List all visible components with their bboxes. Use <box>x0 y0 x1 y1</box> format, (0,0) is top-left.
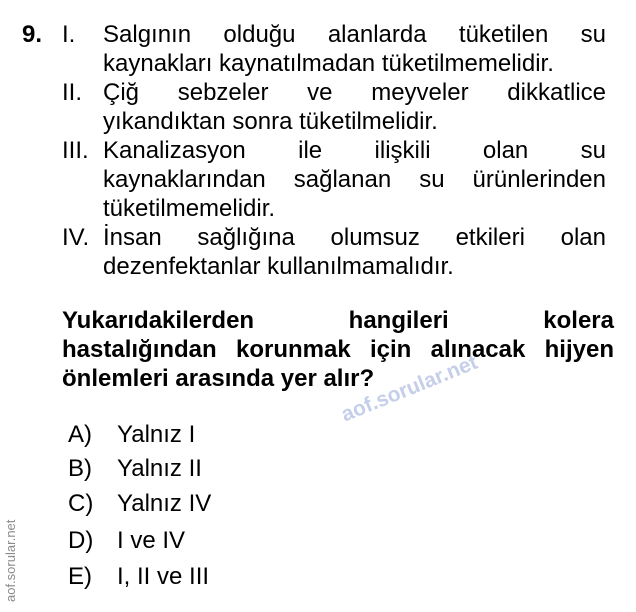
statement-4 <box>62 223 606 281</box>
statement-2 <box>62 78 606 136</box>
statement-2-roman: II. <box>62 79 83 106</box>
stem-line-3: önlemleri arasında yer alır? <box>62 365 375 392</box>
statement-1-line-2: kaynakları kaynatılmadan tüketilmemelidir. <box>103 50 554 77</box>
option-d-letter: D) <box>68 527 94 554</box>
statement-1-line-1: Salgının olduğu alanlarda tüketilen su <box>103 21 606 48</box>
statement-1 <box>62 20 606 78</box>
option-a[interactable] <box>68 420 195 449</box>
option-d[interactable] <box>68 526 185 555</box>
statement-1-roman: I. <box>62 21 76 48</box>
statement-3-line-3: tüketilmemelidir. <box>103 195 276 222</box>
stem-line-2: hastalığından korunmak için alınacak hijyen <box>62 336 614 363</box>
option-c-letter: C) <box>68 490 94 517</box>
question-number: 9. <box>22 21 43 48</box>
option-e-text: I, II ve III <box>117 563 210 590</box>
option-b[interactable] <box>68 454 202 483</box>
question-stem <box>62 306 614 393</box>
option-a-text: Yalnız I <box>117 421 196 448</box>
statement-2-line-2: yıkandıktan sonra tüketilmelidir. <box>103 108 438 135</box>
option-a-letter: A) <box>68 421 92 448</box>
statement-3-line-2: kaynaklarından sağlanan su ürünlerinden <box>103 166 606 193</box>
option-b-letter: B) <box>68 455 92 482</box>
statement-4-roman: IV. <box>62 224 90 251</box>
option-e-letter: E) <box>68 563 92 590</box>
statement-2-line-1: Çiğ sebzeler ve meyveler dikkatlice <box>103 79 606 106</box>
option-d-text: I ve IV <box>117 527 186 554</box>
statement-3-line-1: Kanalizasyon ile ilişkili olan su <box>103 137 606 164</box>
option-e[interactable] <box>68 562 209 591</box>
statement-4-line-1: İnsan sağlığına olumsuz etkileri olan <box>103 224 606 251</box>
statement-3-roman: III. <box>62 137 89 164</box>
statement-3 <box>62 136 606 223</box>
option-b-text: Yalnız II <box>117 455 202 482</box>
statement-4-line-2: dezenfektanlar kullanılmamalıdır. <box>103 253 454 280</box>
option-c-text: Yalnız IV <box>117 490 212 517</box>
watermark-text: aof.sorular.net <box>338 350 481 427</box>
stem-line-1: Yukarıdakilerden hangileri kolera <box>62 307 614 334</box>
option-c[interactable] <box>68 489 211 518</box>
side-watermark-text: aof.sorular.net <box>3 519 18 602</box>
